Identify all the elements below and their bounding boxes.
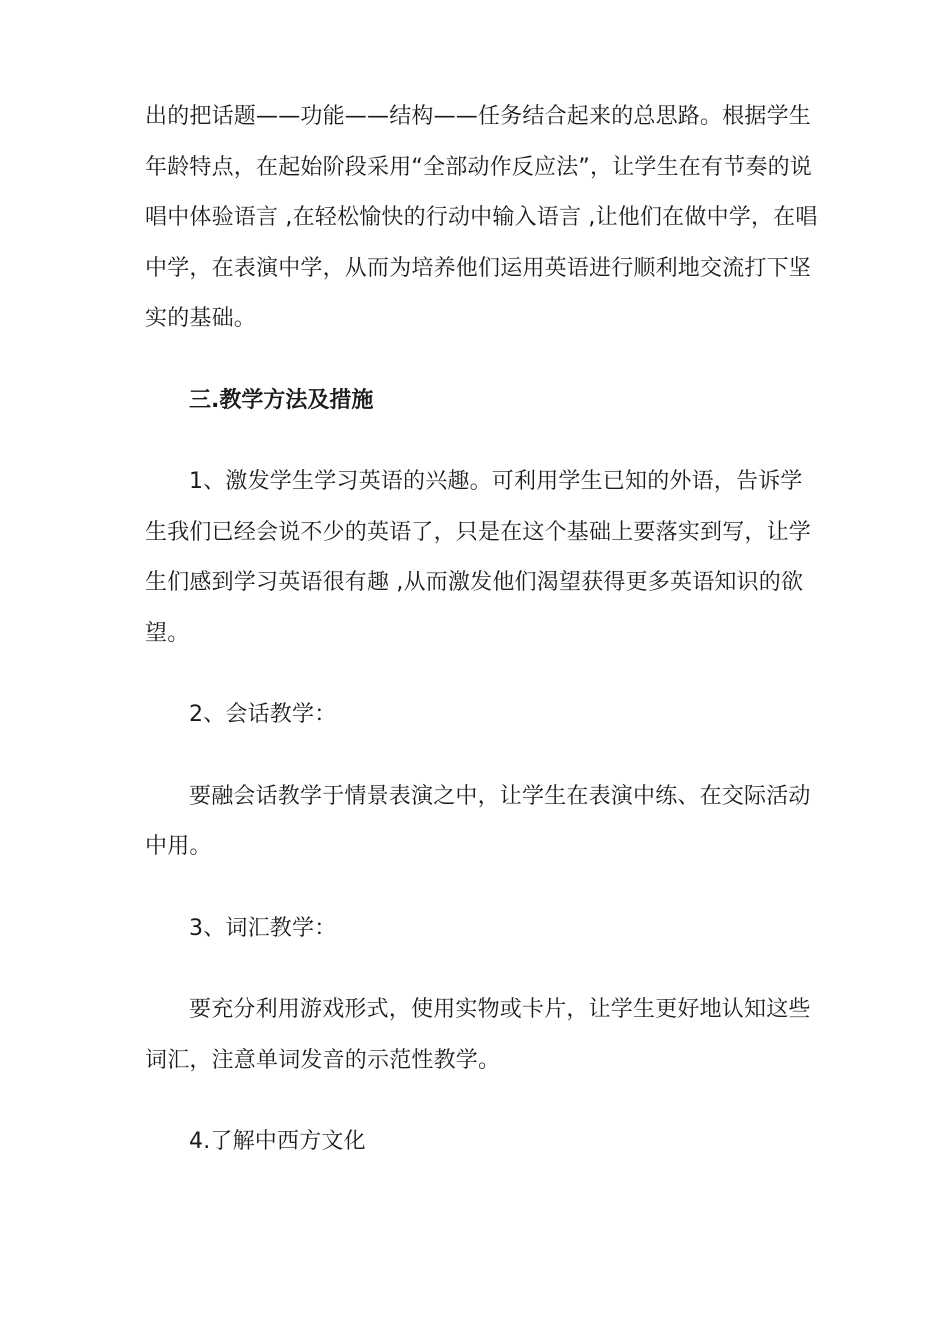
intro-paragraph: 出的把话题——功能——结构——任务结合起来的总思路。根据学生年龄特点，在起始阶段采用“全部动作反应法”，让学生在有节奏的说唱中体验语言 ,在轻松愉快的行动中输入语言 ,让他们在做中学，在唱中学，在表演中学，从而为培养他们运用英语进行顺利地交流打下坚实的基础。 — [145, 104, 818, 331]
item2-body: 要融会话教学于情景表演之中，让学生在表演中练、在交际活动中用。 — [145, 783, 811, 859]
document-body — [145, 92, 821, 1168]
spacer — [145, 426, 821, 457]
item2-title: 2、会话教学： — [189, 702, 337, 727]
spacer — [145, 1086, 821, 1117]
section-heading: 三.教学方法及措施 — [189, 387, 374, 413]
spacer — [145, 659, 821, 690]
item1-paragraph: 1、激发学生学习英语的兴趣。可利用学生已知的外语，告诉学生我们已经会说不少的英语了，只是在这个基础上要落实到写，让学生们感到学习英语很有趣 ,从而激发他们渴望获得更多英语知识的欲望。 — [145, 469, 812, 646]
spacer — [145, 741, 821, 772]
spacer — [145, 873, 821, 904]
item3-title: 3、词汇教学： — [189, 915, 337, 941]
spacer — [145, 345, 821, 376]
item3-body: 要充分利用游戏形式，使用实物或卡片，让学生更好地认知这些词汇，注意单词发音的示范性教学。 — [145, 997, 811, 1073]
spacer — [145, 954, 821, 985]
item4-title: 4.了解中西方文化 — [189, 1129, 366, 1154]
